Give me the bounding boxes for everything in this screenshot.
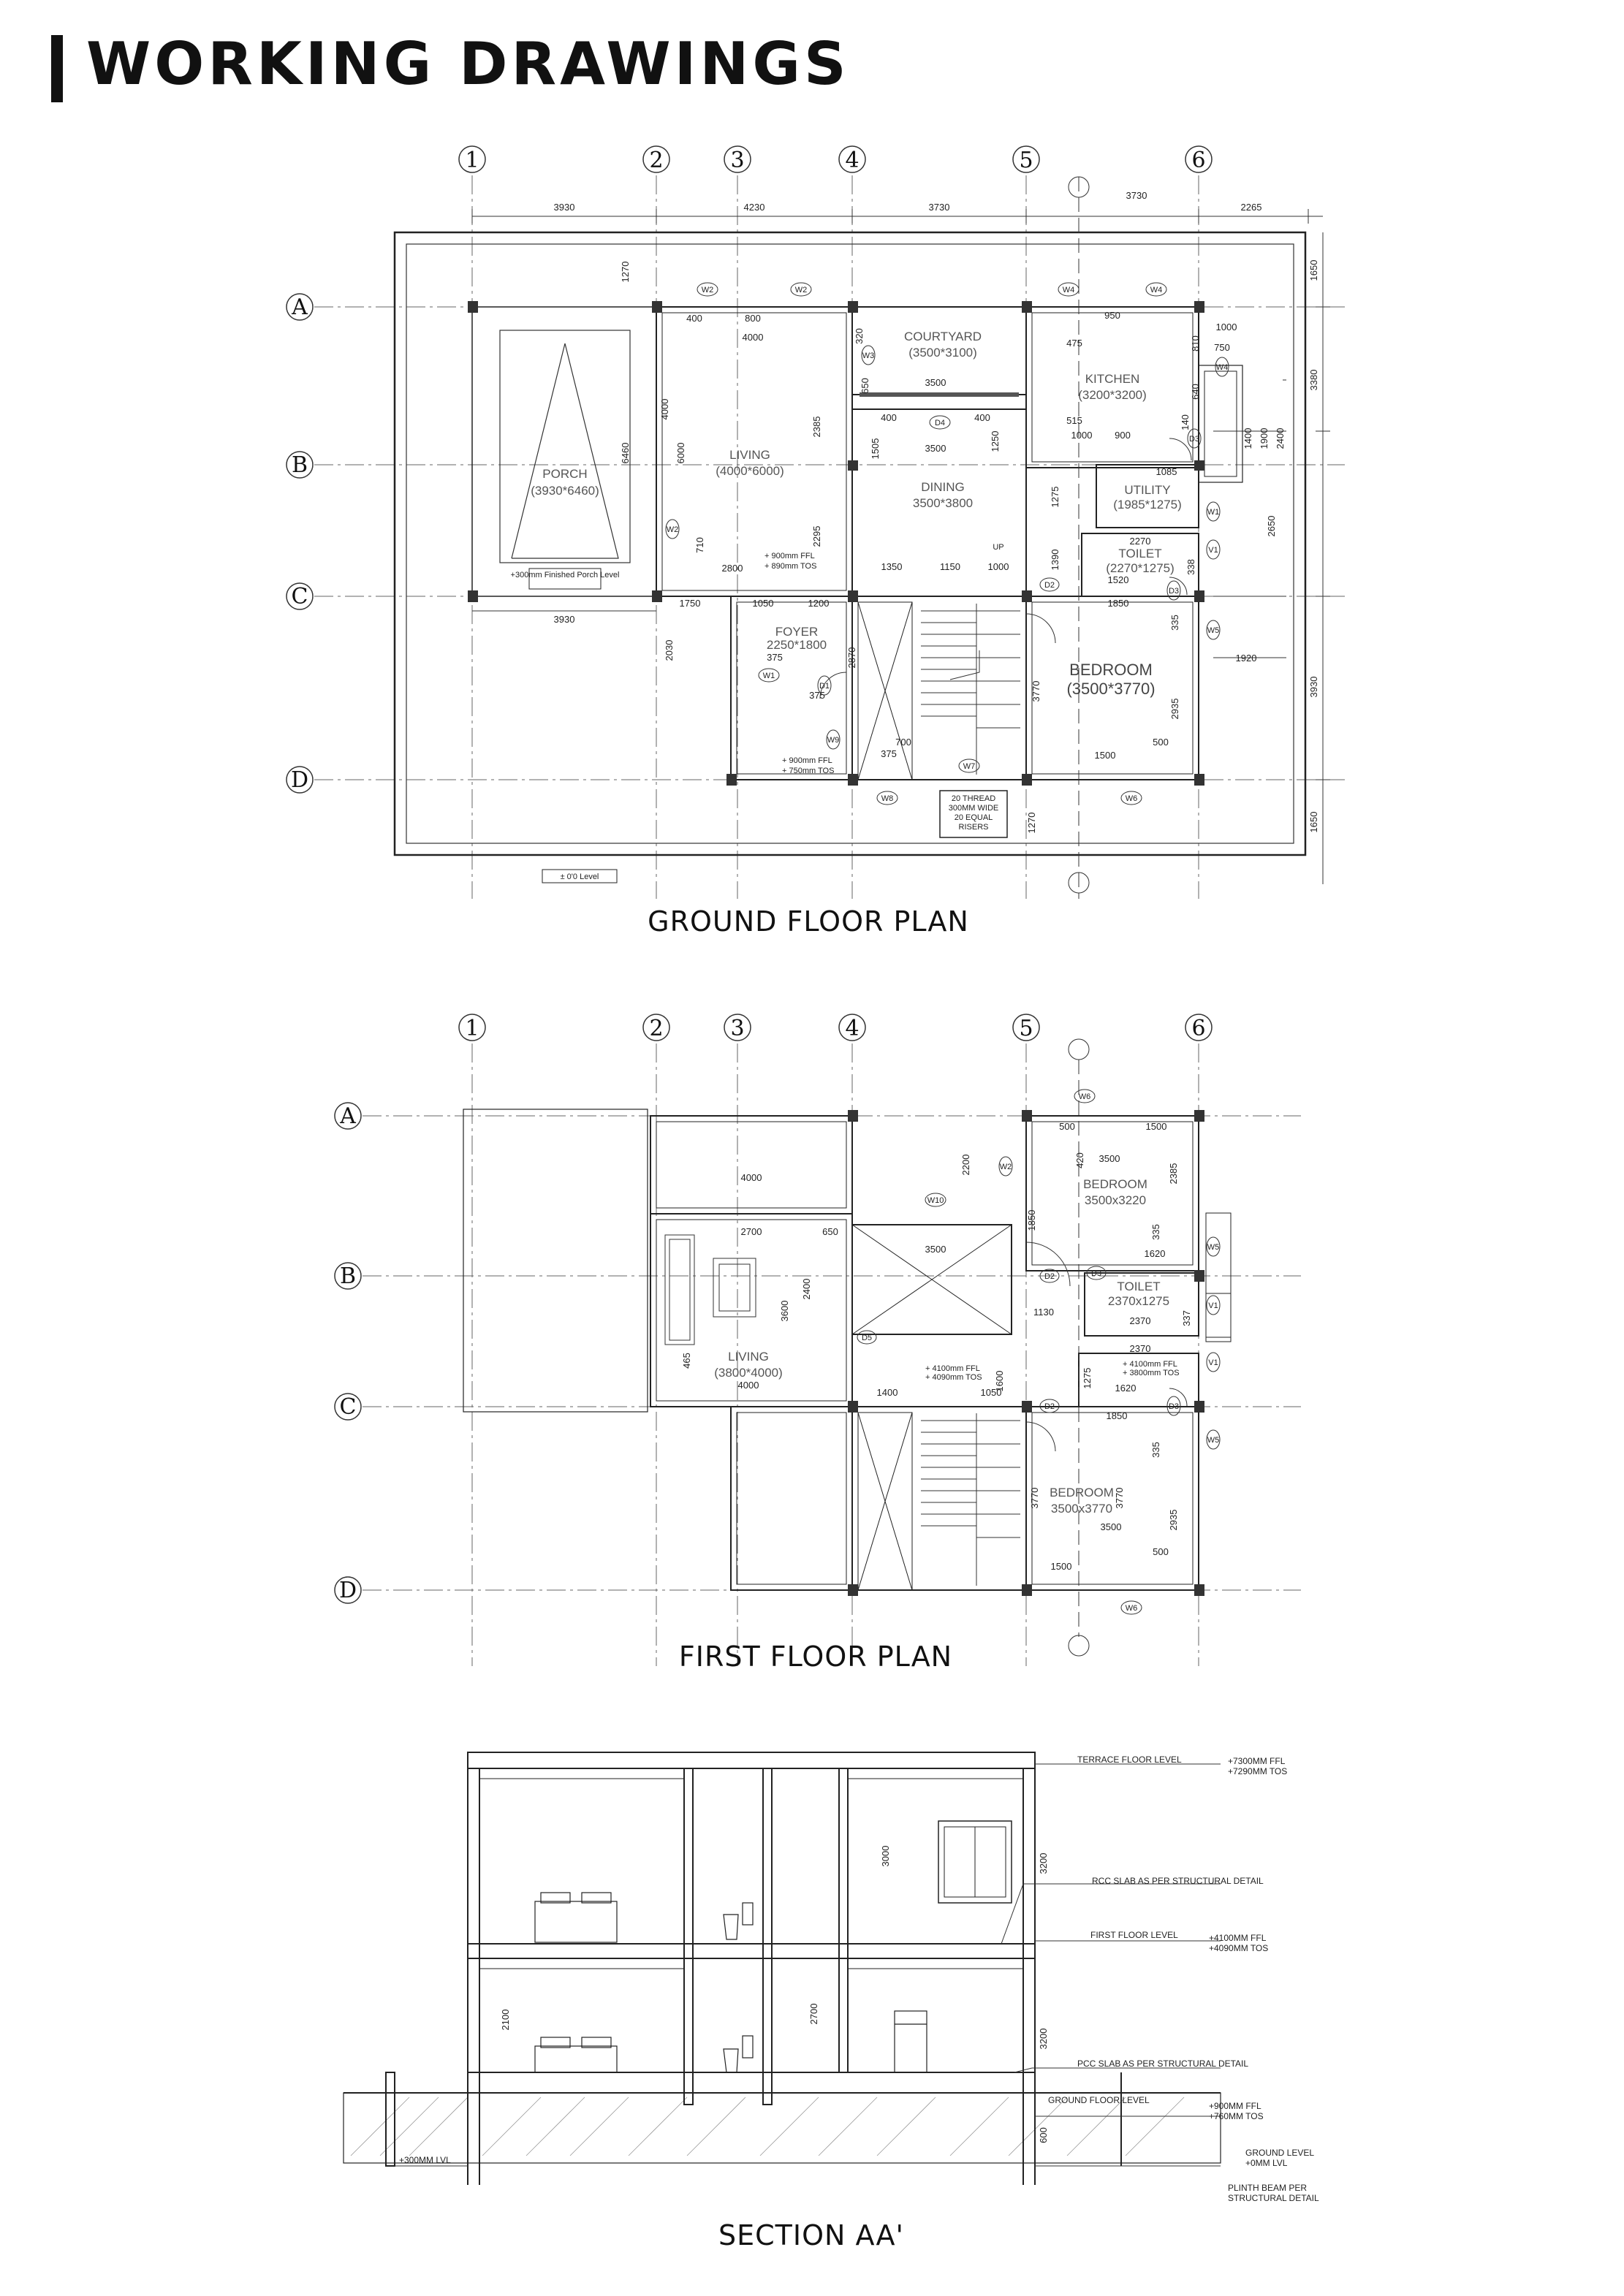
svg-text:1620: 1620 bbox=[1144, 1248, 1166, 1259]
svg-text:3500x3220: 3500x3220 bbox=[1084, 1193, 1147, 1207]
first-opening-tags bbox=[857, 1090, 1220, 1614]
svg-text:BEDROOM: BEDROOM bbox=[1083, 1177, 1147, 1191]
svg-text:1400: 1400 bbox=[1242, 427, 1253, 449]
grid-col-6: 6 bbox=[1191, 148, 1206, 173]
svg-text:W7: W7 bbox=[963, 762, 976, 771]
svg-text:1270: 1270 bbox=[620, 261, 631, 283]
svg-text:3200: 3200 bbox=[1038, 1852, 1049, 1874]
section-dimensions bbox=[500, 1846, 1049, 2143]
svg-text:1600: 1600 bbox=[994, 1370, 1005, 1392]
svg-text:1500: 1500 bbox=[1050, 1561, 1072, 1572]
first-level-notes bbox=[925, 1360, 1180, 1382]
svg-text:W5: W5 bbox=[1207, 626, 1220, 635]
svg-text:W5: W5 bbox=[1207, 1436, 1220, 1445]
svg-text:+ 4100mm FFL: + 4100mm FFL bbox=[1123, 1360, 1177, 1369]
svg-text:+ 890mm TOS: + 890mm TOS bbox=[764, 562, 817, 571]
svg-text:1050: 1050 bbox=[980, 1387, 1002, 1398]
svg-text:W4: W4 bbox=[1150, 286, 1163, 294]
svg-text:D4: D4 bbox=[934, 419, 946, 427]
svg-text:1390: 1390 bbox=[1050, 549, 1060, 571]
svg-text:+7290MM TOS: +7290MM TOS bbox=[1228, 1766, 1288, 1776]
svg-text:+ 900mm FFL: + 900mm FFL bbox=[782, 756, 832, 765]
svg-text:3500: 3500 bbox=[925, 443, 946, 454]
grid-row-d: D bbox=[290, 767, 309, 793]
svg-text:LIVING: LIVING bbox=[728, 1350, 769, 1364]
svg-text:300MM WIDE: 300MM WIDE bbox=[948, 804, 999, 813]
svg-text:1000: 1000 bbox=[987, 561, 1009, 572]
svg-text:2: 2 bbox=[649, 1016, 664, 1041]
section-caption: SECTION AA' bbox=[718, 2219, 904, 2251]
svg-text:1650: 1650 bbox=[1308, 259, 1319, 281]
ground-floor-plan bbox=[287, 146, 1345, 938]
svg-text:465: 465 bbox=[681, 1353, 692, 1369]
svg-text:TERRACE FLOOR LEVEL: TERRACE FLOOR LEVEL bbox=[1077, 1755, 1182, 1765]
grid-col-4: 4 bbox=[845, 148, 860, 173]
section-aa bbox=[344, 1752, 1319, 2251]
svg-text:W8: W8 bbox=[881, 794, 894, 803]
svg-text:140: 140 bbox=[1180, 414, 1191, 430]
svg-text:KITCHEN: KITCHEN bbox=[1085, 372, 1140, 386]
svg-text:2400: 2400 bbox=[1275, 427, 1286, 449]
svg-text:335: 335 bbox=[1150, 1224, 1161, 1240]
svg-text:400: 400 bbox=[686, 313, 702, 324]
ground-zero-level bbox=[542, 870, 617, 883]
svg-text:+300MM LVL: +300MM LVL bbox=[399, 2155, 451, 2165]
svg-text:2100: 2100 bbox=[500, 2009, 511, 2031]
svg-text:3730: 3730 bbox=[928, 202, 950, 213]
svg-text:4000: 4000 bbox=[659, 398, 670, 420]
section-beds bbox=[535, 1893, 617, 2072]
first-grid-lines bbox=[363, 1044, 1301, 1666]
svg-text:20 THREAD: 20 THREAD bbox=[951, 794, 996, 803]
svg-text:1130: 1130 bbox=[1033, 1307, 1054, 1318]
svg-text:D2: D2 bbox=[1044, 581, 1055, 590]
svg-text:3380: 3380 bbox=[1308, 369, 1319, 391]
svg-text:335: 335 bbox=[1169, 615, 1180, 631]
first-floor-caption: FIRST FLOOR PLAN bbox=[678, 1641, 953, 1673]
svg-text:1850: 1850 bbox=[1106, 1410, 1128, 1421]
svg-text:W6: W6 bbox=[1125, 794, 1138, 803]
svg-text:400: 400 bbox=[974, 412, 990, 423]
svg-text:+0MM LVL: +0MM LVL bbox=[1245, 2158, 1288, 2168]
svg-text:UP: UP bbox=[993, 543, 1004, 552]
ground-grid-lines bbox=[314, 175, 1345, 899]
svg-text:810: 810 bbox=[1190, 335, 1201, 351]
svg-text:1620: 1620 bbox=[1115, 1383, 1137, 1394]
svg-text:375: 375 bbox=[881, 748, 897, 759]
svg-text:1150: 1150 bbox=[940, 561, 960, 572]
svg-text:+ 4100mm FFL: + 4100mm FFL bbox=[925, 1364, 980, 1373]
svg-text:+ 4090mm TOS: + 4090mm TOS bbox=[925, 1373, 982, 1382]
first-grid-rows bbox=[335, 1103, 361, 1603]
svg-text:1085: 1085 bbox=[1156, 466, 1177, 477]
ground-grid-rows bbox=[287, 294, 313, 793]
section-leaders bbox=[395, 1764, 1221, 2166]
svg-text:2870: 2870 bbox=[846, 647, 857, 669]
svg-text:(3800*4000): (3800*4000) bbox=[714, 1366, 783, 1380]
svg-text:RISERS: RISERS bbox=[958, 823, 989, 832]
svg-text:475: 475 bbox=[1066, 338, 1082, 349]
svg-text:D2: D2 bbox=[1044, 1402, 1055, 1411]
svg-text:375: 375 bbox=[767, 652, 783, 663]
svg-text:2700: 2700 bbox=[740, 1226, 762, 1237]
ground-inner-dimensions-vertical bbox=[659, 328, 1286, 833]
svg-text:3200: 3200 bbox=[1038, 2028, 1049, 2050]
svg-text:2700: 2700 bbox=[808, 2003, 819, 2025]
svg-text:2370x1275: 2370x1275 bbox=[1107, 1294, 1170, 1308]
svg-text:+4090MM TOS: +4090MM TOS bbox=[1209, 1943, 1269, 1953]
svg-text:500: 500 bbox=[1153, 737, 1169, 748]
svg-text:PCC SLAB AS PER STRUCTURAL DET: PCC SLAB AS PER STRUCTURAL DETAIL bbox=[1077, 2059, 1249, 2069]
ground-floor-caption: GROUND FLOOR PLAN bbox=[648, 905, 969, 938]
svg-text:+900MM FFL: +900MM FFL bbox=[1209, 2101, 1261, 2111]
grid-col-2: 2 bbox=[649, 148, 664, 173]
svg-text:TOILET: TOILET bbox=[1117, 1280, 1161, 1293]
svg-text:3770: 3770 bbox=[1029, 1487, 1040, 1509]
svg-text:V1: V1 bbox=[1208, 546, 1218, 555]
ground-grid-columns bbox=[459, 146, 1212, 173]
page-title: WORKING DRAWINGS bbox=[86, 30, 850, 98]
stair-note bbox=[940, 791, 1007, 837]
grid-row-a: A bbox=[292, 294, 308, 320]
svg-text:500: 500 bbox=[1153, 1546, 1169, 1557]
svg-text:1050: 1050 bbox=[752, 598, 774, 609]
svg-text:(4000*6000): (4000*6000) bbox=[716, 464, 784, 478]
svg-text:BEDROOM: BEDROOM bbox=[1050, 1486, 1114, 1499]
svg-text:(3500*3100): (3500*3100) bbox=[908, 346, 977, 360]
porch-label: PORCH bbox=[542, 467, 588, 481]
svg-text:2650: 2650 bbox=[1266, 515, 1277, 537]
ground-left-dimensions bbox=[620, 262, 675, 661]
svg-text:W3: W3 bbox=[862, 351, 875, 360]
svg-text:3: 3 bbox=[730, 1016, 745, 1041]
svg-text:PLINTH BEAM PER: PLINTH BEAM PER bbox=[1228, 2183, 1308, 2193]
svg-text:3600: 3600 bbox=[779, 1300, 790, 1322]
svg-text:650: 650 bbox=[822, 1226, 838, 1237]
ground-top-dimensions bbox=[472, 190, 1323, 224]
svg-text:6: 6 bbox=[1191, 1016, 1206, 1041]
svg-text:337: 337 bbox=[1181, 1310, 1192, 1326]
section-toilets bbox=[724, 1903, 753, 2072]
svg-text:1900: 1900 bbox=[1259, 427, 1270, 449]
porch-size: (3930*6460) bbox=[531, 484, 599, 498]
svg-text:1850: 1850 bbox=[1107, 598, 1129, 609]
svg-text:2370: 2370 bbox=[1129, 1315, 1151, 1326]
svg-text:STRUCTURAL DETAIL: STRUCTURAL DETAIL bbox=[1228, 2193, 1319, 2203]
svg-text:C: C bbox=[339, 1394, 357, 1420]
svg-text:+7300MM FFL: +7300MM FFL bbox=[1228, 1756, 1286, 1766]
svg-text:W6: W6 bbox=[1125, 1604, 1138, 1613]
svg-text:3930: 3930 bbox=[553, 614, 575, 625]
svg-text:(1985*1275): (1985*1275) bbox=[1113, 498, 1182, 512]
svg-text:500: 500 bbox=[1059, 1121, 1075, 1132]
svg-text:3500x3770: 3500x3770 bbox=[1050, 1502, 1113, 1516]
svg-text:W4: W4 bbox=[1062, 286, 1075, 294]
svg-text:3730: 3730 bbox=[1126, 190, 1147, 201]
svg-text:FIRST FLOOR LEVEL: FIRST FLOOR LEVEL bbox=[1090, 1930, 1178, 1940]
svg-text:1275: 1275 bbox=[1050, 486, 1060, 508]
svg-text:3770: 3770 bbox=[1031, 680, 1041, 702]
svg-text:+ 900mm FFL: + 900mm FFL bbox=[764, 552, 815, 560]
first-inner-dimensions-vertical bbox=[681, 1152, 1192, 1530]
section-window bbox=[938, 1821, 1012, 1903]
svg-text:3000: 3000 bbox=[880, 1845, 891, 1867]
svg-text:W10: W10 bbox=[927, 1196, 944, 1205]
svg-text:2385: 2385 bbox=[1168, 1163, 1179, 1185]
svg-text:1500: 1500 bbox=[1094, 750, 1116, 761]
svg-text:LIVING: LIVING bbox=[729, 448, 770, 462]
svg-text:D3: D3 bbox=[1168, 1402, 1180, 1411]
svg-text:2800: 2800 bbox=[721, 563, 743, 574]
svg-text:1500: 1500 bbox=[1145, 1121, 1167, 1132]
svg-text:± 0'0 Level: ± 0'0 Level bbox=[560, 873, 599, 881]
svg-text:4230: 4230 bbox=[743, 202, 765, 213]
svg-text:750: 750 bbox=[1214, 342, 1230, 353]
living-furniture bbox=[665, 1235, 756, 1345]
first-grid-columns bbox=[459, 1014, 1212, 1041]
svg-text:2385: 2385 bbox=[811, 416, 822, 438]
svg-text:710: 710 bbox=[694, 537, 705, 553]
svg-text:6000: 6000 bbox=[675, 442, 686, 464]
svg-text:V1: V1 bbox=[1208, 1358, 1218, 1367]
svg-text:D3: D3 bbox=[1168, 587, 1180, 596]
svg-text:2370: 2370 bbox=[1129, 1343, 1151, 1354]
svg-text:GROUND LEVEL: GROUND LEVEL bbox=[1245, 2148, 1315, 2158]
svg-text:W2: W2 bbox=[794, 286, 808, 294]
svg-text:1250: 1250 bbox=[990, 430, 1001, 452]
svg-text:400: 400 bbox=[881, 412, 897, 423]
section-cupboard bbox=[895, 2011, 927, 2072]
svg-text:375: 375 bbox=[809, 690, 825, 701]
ground-room-labels bbox=[716, 330, 1182, 698]
svg-text:V1: V1 bbox=[1208, 1301, 1218, 1310]
svg-text:800: 800 bbox=[745, 313, 761, 324]
svg-text:1350: 1350 bbox=[881, 561, 903, 572]
svg-text:TOILET: TOILET bbox=[1118, 547, 1162, 560]
svg-text:2030: 2030 bbox=[664, 639, 675, 661]
svg-text:1000: 1000 bbox=[1215, 322, 1237, 332]
svg-text:1505: 1505 bbox=[870, 438, 881, 460]
svg-text:3500: 3500 bbox=[925, 1244, 946, 1255]
svg-text:3930: 3930 bbox=[1308, 676, 1319, 698]
svg-text:1920: 1920 bbox=[1235, 653, 1257, 664]
svg-text:UTILITY: UTILITY bbox=[1124, 483, 1171, 497]
svg-text:650: 650 bbox=[860, 378, 870, 394]
svg-text:640: 640 bbox=[1190, 384, 1201, 400]
porch bbox=[472, 307, 656, 625]
svg-text:+ 3800mm TOS: + 3800mm TOS bbox=[1123, 1369, 1180, 1377]
svg-text:3500: 3500 bbox=[1100, 1521, 1122, 1532]
svg-text:4: 4 bbox=[845, 1016, 860, 1041]
svg-text:(3200*3200): (3200*3200) bbox=[1078, 388, 1147, 402]
svg-text:W2: W2 bbox=[701, 286, 714, 294]
svg-text:D3: D3 bbox=[1188, 435, 1200, 444]
grid-col-3: 3 bbox=[730, 148, 745, 173]
svg-text:335: 335 bbox=[1150, 1442, 1161, 1458]
svg-text:2935: 2935 bbox=[1168, 1509, 1179, 1531]
svg-text:320: 320 bbox=[854, 328, 865, 344]
svg-text:1400: 1400 bbox=[876, 1387, 898, 1398]
svg-text:W9: W9 bbox=[827, 736, 840, 745]
first-floor-plan bbox=[335, 1014, 1301, 1673]
svg-text:D1: D1 bbox=[819, 682, 830, 691]
svg-text:338: 338 bbox=[1185, 559, 1196, 575]
ground-walls bbox=[656, 307, 1242, 780]
svg-text:2250*1800: 2250*1800 bbox=[766, 638, 827, 652]
svg-text:20 EQUAL: 20 EQUAL bbox=[954, 813, 993, 822]
svg-text:900: 900 bbox=[1115, 430, 1131, 441]
svg-text:W2: W2 bbox=[999, 1163, 1012, 1171]
svg-text:+760MM TOS: +760MM TOS bbox=[1209, 2111, 1264, 2121]
svg-text:D3: D3 bbox=[1090, 1269, 1102, 1278]
svg-text:D: D bbox=[338, 1578, 357, 1603]
svg-text:W6: W6 bbox=[1078, 1092, 1091, 1101]
svg-text:700: 700 bbox=[895, 737, 911, 748]
svg-text:1275: 1275 bbox=[1082, 1367, 1093, 1389]
first-stair-treads bbox=[921, 1413, 1020, 1586]
section-structure bbox=[386, 1752, 1121, 2185]
svg-text:2935: 2935 bbox=[1169, 698, 1180, 720]
svg-text:950: 950 bbox=[1104, 310, 1120, 321]
svg-text:2265: 2265 bbox=[1240, 202, 1262, 213]
svg-text:3500: 3500 bbox=[925, 377, 946, 388]
svg-text:W4: W4 bbox=[1215, 363, 1229, 372]
svg-text:1000: 1000 bbox=[1071, 430, 1093, 441]
svg-text:W2: W2 bbox=[666, 525, 679, 534]
svg-text:4000: 4000 bbox=[737, 1380, 759, 1391]
svg-text:+4100MM FFL: +4100MM FFL bbox=[1209, 1933, 1267, 1943]
grid-col-5: 5 bbox=[1019, 148, 1033, 173]
svg-text:420: 420 bbox=[1074, 1152, 1085, 1168]
svg-text:2270: 2270 bbox=[1129, 536, 1151, 547]
svg-text:+ 750mm TOS: + 750mm TOS bbox=[782, 767, 835, 775]
svg-text:B: B bbox=[339, 1263, 357, 1289]
svg-text:2200: 2200 bbox=[960, 1154, 971, 1176]
svg-text:DINING: DINING bbox=[921, 480, 965, 494]
svg-text:3770: 3770 bbox=[1114, 1487, 1125, 1509]
svg-text:2295: 2295 bbox=[811, 525, 822, 547]
svg-text:5: 5 bbox=[1019, 1016, 1033, 1041]
section-labels bbox=[399, 1755, 1319, 2203]
grid-row-b: B bbox=[291, 452, 308, 478]
grid-col-1: 1 bbox=[465, 148, 479, 173]
svg-text:4000: 4000 bbox=[742, 332, 764, 343]
svg-text:1270: 1270 bbox=[1026, 812, 1037, 834]
svg-text:(2270*1275): (2270*1275) bbox=[1106, 561, 1175, 575]
svg-text:(3500*3770): (3500*3770) bbox=[1066, 680, 1156, 698]
svg-text:3500*3800: 3500*3800 bbox=[912, 496, 974, 510]
svg-text:D2: D2 bbox=[1044, 1272, 1055, 1281]
svg-text:515: 515 bbox=[1066, 415, 1082, 426]
svg-text:3500: 3500 bbox=[1099, 1153, 1120, 1164]
svg-text:GROUND FLOOR LEVEL: GROUND FLOOR LEVEL bbox=[1048, 2095, 1150, 2105]
svg-text:D5: D5 bbox=[861, 1334, 873, 1342]
svg-text:6460: 6460 bbox=[620, 442, 631, 464]
svg-text:4000: 4000 bbox=[740, 1172, 762, 1183]
svg-text:3930: 3930 bbox=[553, 202, 575, 213]
svg-text:W5: W5 bbox=[1207, 1243, 1220, 1252]
ground-stair-treads bbox=[921, 604, 1020, 775]
svg-text:COURTYARD: COURTYARD bbox=[903, 330, 982, 343]
grid-row-c: C bbox=[291, 584, 308, 609]
svg-text:1: 1 bbox=[465, 1016, 479, 1041]
svg-text:1650: 1650 bbox=[1308, 811, 1319, 833]
svg-text:A: A bbox=[340, 1103, 356, 1129]
svg-text:2400: 2400 bbox=[801, 1278, 812, 1300]
svg-text:W1: W1 bbox=[1207, 508, 1220, 517]
svg-text:BEDROOM: BEDROOM bbox=[1069, 661, 1153, 679]
svg-text:1200: 1200 bbox=[808, 598, 830, 609]
ground-level-notes bbox=[764, 543, 1004, 775]
svg-text:W1: W1 bbox=[762, 672, 775, 680]
svg-text:RCC SLAB AS PER STRUCTURAL DET: RCC SLAB AS PER STRUCTURAL DETAIL bbox=[1092, 1876, 1264, 1886]
porch-level-note: +300mm Finished Porch Level bbox=[510, 571, 620, 579]
svg-text:600: 600 bbox=[1038, 2127, 1049, 2143]
svg-text:FOYER: FOYER bbox=[775, 625, 819, 639]
first-room-labels bbox=[714, 1177, 1169, 1516]
svg-text:1750: 1750 bbox=[679, 598, 701, 609]
svg-text:1520: 1520 bbox=[1107, 574, 1129, 585]
svg-text:1850: 1850 bbox=[1026, 1209, 1037, 1231]
